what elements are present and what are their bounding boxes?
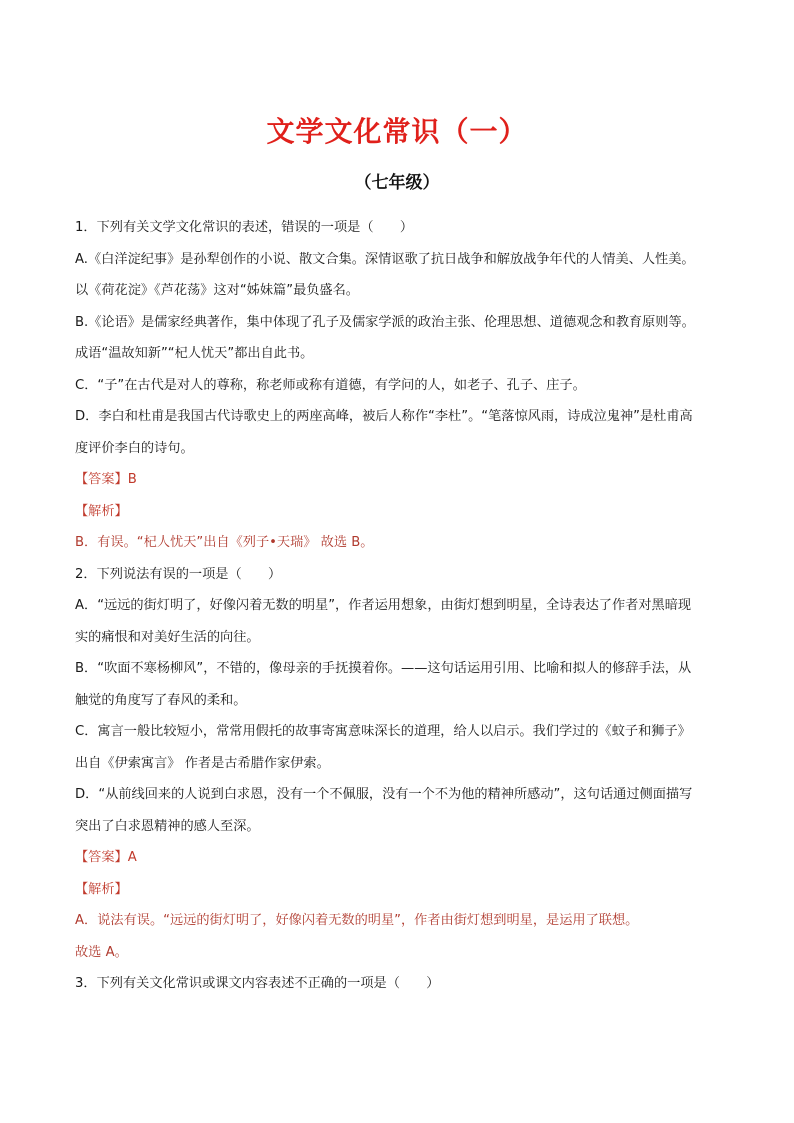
question-1-option-c: C．“子”在古代是对人的尊称，称老师或称有道德，有学问的人，如老子、孔子、庄子。: [75, 377, 586, 393]
question-1-option-a-line-2: 以《荷花淀》《芦花荡》这对“姊妹篇”最负盛名。: [75, 283, 359, 298]
question-2-option-a-line-2: 实的痛恨和对美好生活的向往。: [75, 629, 260, 645]
question-1-option-d-line-1: D．李白和杜甫是我国古代诗歌史上的两座高峰，被后人称作“李杜”。“笔落惊风雨，诗成泣鬼神”是杜甫高: [75, 409, 693, 424]
question-2-option-d-line-2: 突出了白求恩精神的感人至深。: [75, 818, 260, 834]
question-1-analysis-label: 【解析】: [75, 503, 128, 519]
question-1-option-b-line-1: B.《论语》是儒家经典著作，集中体现了孔子及儒家学派的政治主张、伦理思想、道德观念和教育原则等。: [75, 314, 695, 330]
document-body: [75, 212, 735, 1000]
question-2-option-a-line-1: A．“远远的街灯明了，好像闪着无数的明星”，作者运用想象，由街灯想到明星，全诗表达了作者对黑暗现: [75, 598, 692, 613]
question-3-stem: 3．下列有关文化常识或课文内容表述不正确的一项是（ ）: [75, 976, 440, 991]
answer-label: 【答案】: [75, 472, 128, 487]
question-1-stem: 1．下列有关文学文化常识的表述，错误的一项是（ ）: [75, 220, 414, 235]
question-1-analysis-text: B．有误。“杞人忧天”出自《列子•天瑞》 故选 B。: [75, 535, 374, 550]
question-2-option-b-line-2: 触觉的角度写了春风的柔和。: [75, 692, 247, 708]
page-subtitle: （七年级）: [354, 173, 440, 193]
question-2-option-c-line-1: C．寓言一般比较短小，常常用假托的故事寄寓意味深长的道理，给人以启示。我们学过的《蚊子和狮子》: [75, 724, 691, 739]
question-1-option-d-line-2: 度评价李白的诗句。: [75, 440, 194, 456]
answer-label: 【答案】: [75, 850, 128, 865]
answer-value: B: [127, 472, 137, 487]
question-2-option-b-line-1: B．“吹面不寒杨柳风”，不错的，像母亲的手抚摸着你。——这句话运用引用、比喻和拟人的修辞手法，从: [75, 661, 692, 676]
question-1-answer: [75, 464, 735, 496]
question-2-analysis-label: 【解析】: [75, 881, 128, 897]
question-2-option-d-line-1: D．“从前线回来的人说到白求恩，没有一个不佩服，没有一个不为他的精神所感动”，这句话通过侧面描写: [75, 787, 693, 802]
page-title: 文学文化常识（一）: [266, 115, 528, 148]
question-1-option-b-line-2: 成语“温故知新”“杞人忧天”都出自此书。: [75, 346, 314, 361]
question-2-stem: 2．下列说法有误的一项是（ ）: [75, 566, 282, 582]
answer-value: A: [127, 850, 137, 865]
question-2-analysis-conclusion: 故选 A。: [75, 944, 128, 960]
question-2-answer: [75, 842, 735, 874]
question-2-analysis-text: A．说法有误。“远远的街灯明了，好像闪着无数的明星”，作者由街灯想到明星，是运用了联想。: [75, 913, 639, 928]
question-2-option-c-line-2: 出自《伊索寓言》 作者是古希腊作家伊索。: [75, 755, 330, 771]
question-1-option-a-line-1: A.《白洋淀纪事》是孙犁创作的小说、散文合集。深情讴歌了抗日战争和解放战争年代的人情美、人性美。: [75, 251, 695, 267]
